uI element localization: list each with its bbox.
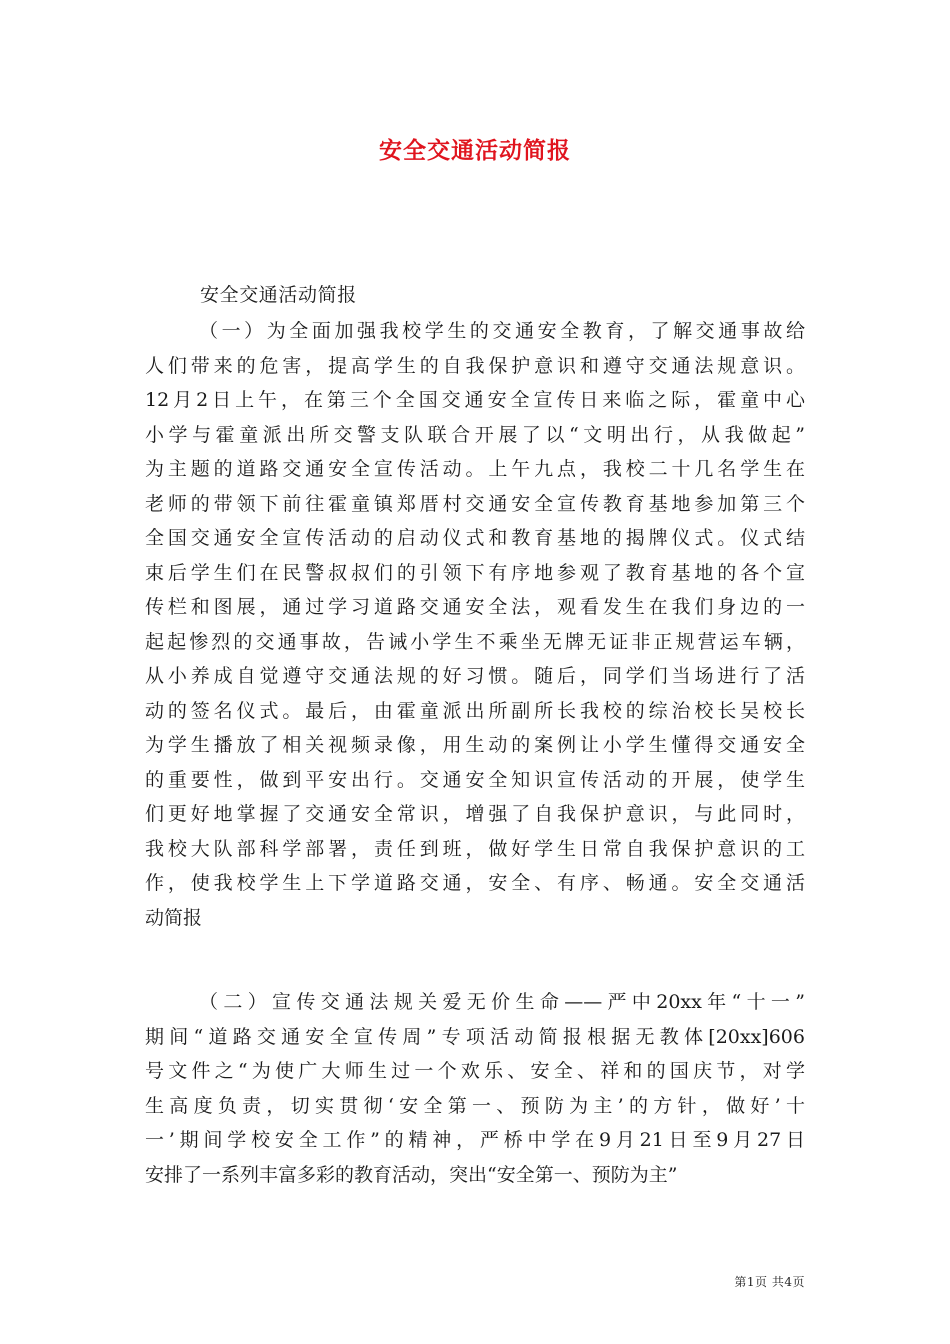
text-line: 我校大队部科学部署，责任到班，做好学生日常自我保护意识的工 bbox=[145, 837, 805, 860]
text-line: 人们带来的危害，提高学生的自我保护意识和遵守交通法规意识。 bbox=[145, 354, 805, 377]
text-line: 生高度负责，切实贯彻‘安全第一、预防为主’的方针，做好’十 bbox=[145, 1094, 805, 1117]
text-line: 小学与霍童派出所交警支队联合开展了以“文明出行，从我做起” bbox=[145, 423, 805, 446]
text-line: 为主题的道路交通安全宣传活动。上午九点，我校二十几名学生在 bbox=[145, 458, 805, 480]
text-line: 作，使我校学生上下学道路交通，安全、有序、畅通。安全交通活 bbox=[145, 872, 805, 894]
text-line: 束后学生们在民警叔叔们的引领下有序地参观了教育基地的各个宣 bbox=[145, 561, 805, 584]
text-line: 号文件之“为使广大师生过一个欢乐、安全、祥和的国庆节，对学 bbox=[145, 1060, 805, 1082]
text-line: （一）为全面加强我校学生的交通安全教育，了解交通事故给 bbox=[199, 320, 805, 342]
text-line: 安排了一系列丰富多彩的教育活动，突出“安全第一、预防为主” bbox=[145, 1163, 678, 1186]
text-line: （二）宣传交通法规关爱无价生命——严中20xx年“十一” bbox=[199, 991, 805, 1013]
page-number: 第1页 共4页 bbox=[734, 1275, 805, 1289]
text-line: 期间“道路交通安全宣传周”专项活动简报根据无教体[20xx]606 bbox=[145, 1025, 805, 1048]
text-line: 一’期间学校安全工作”的精神，严桥中学在9月21日至9月27日 bbox=[145, 1129, 805, 1151]
text-line: 为学生播放了相关视频录像，用生动的案例让小学生懂得交通安全 bbox=[145, 734, 805, 756]
text-line: 们更好地掌握了交通安全常识，增强了自我保护意识，与此同时， bbox=[145, 803, 805, 825]
text-line: 起起惨烈的交通事故，告诫小学生不乘坐无牌无证非正规营运车辆， bbox=[145, 630, 805, 653]
paragraph-2 bbox=[145, 985, 805, 1192]
text-line: 12月2日上午，在第三个全国交通安全宣传日来临之际，霍童中心 bbox=[145, 389, 805, 411]
text-line: 全国交通安全宣传活动的启动仪式和教育基地的揭牌仪式。仪式结 bbox=[145, 527, 805, 549]
document-subtitle: 安全交通活动简报 bbox=[200, 284, 357, 306]
text-line: 从小养成自觉遵守交通法规的好习惯。随后，同学们当场进行了活 bbox=[145, 665, 805, 687]
paragraph-1 bbox=[145, 314, 805, 935]
document-title: 安全交通活动简报 bbox=[379, 137, 571, 164]
text-line: 动的签名仪式。最后，由霍童派出所副所长我校的综治校长吴校长 bbox=[145, 699, 805, 722]
text-line: 动简报 bbox=[145, 906, 203, 929]
text-line: 老师的带领下前往霍童镇郑厝村交通安全宣传教育基地参加第三个 bbox=[145, 492, 805, 515]
text-line: 传栏和图展，通过学习道路交通安全法，观看发生在我们身边的一 bbox=[145, 596, 805, 618]
text-line: 的重要性，做到平安出行。交通安全知识宣传活动的开展，使学生 bbox=[145, 768, 805, 791]
